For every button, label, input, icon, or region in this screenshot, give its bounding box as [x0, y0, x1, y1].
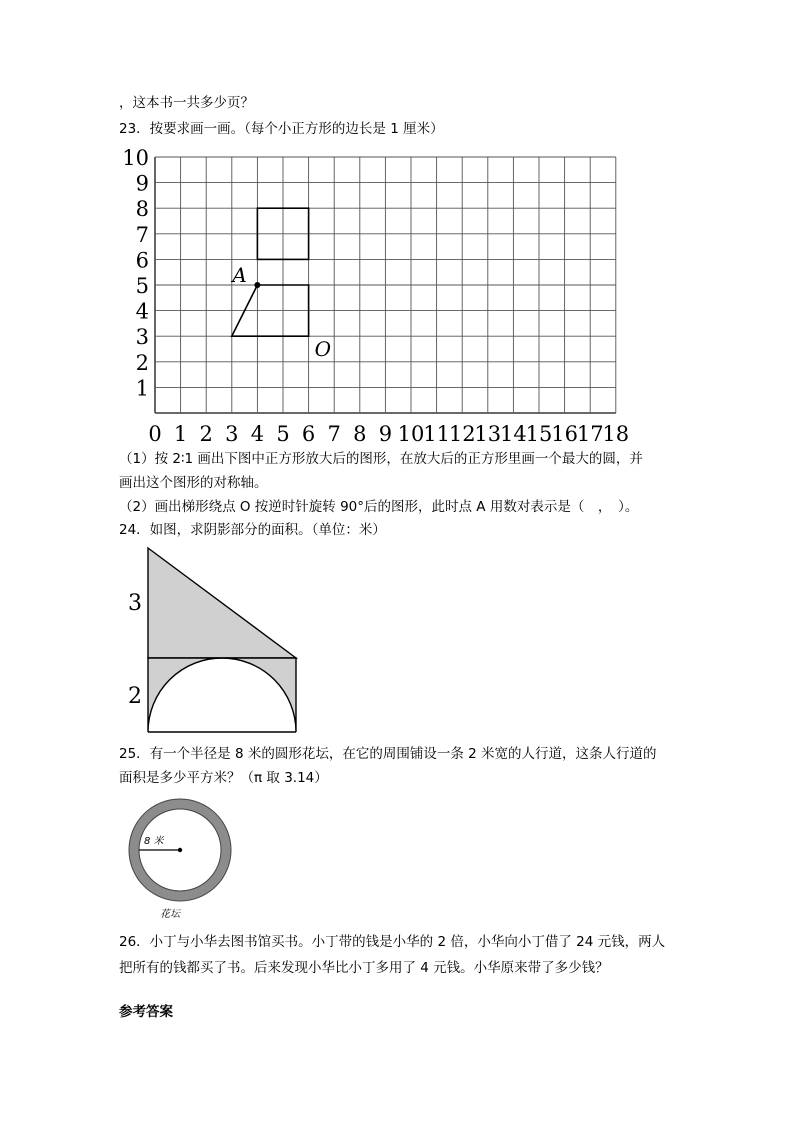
shaded-triangle [148, 548, 296, 658]
x-tick-label: 0 [148, 422, 162, 446]
figure-24 [118, 540, 308, 740]
y-tick-label: 7 [135, 222, 149, 247]
x-tick-label: 17 [576, 422, 604, 446]
y-tick-label: 2 [135, 350, 149, 375]
question-23: 23．按要求画一画。（每个小正方形的边长是 1 厘米） [119, 121, 444, 137]
x-tick-label: 7 [327, 422, 341, 446]
x-tick-label: 16 [551, 422, 578, 446]
text-continuation: ，这本书一共多少页？ [119, 95, 254, 111]
x-tick-label: 12 [448, 422, 476, 446]
point-o-label: O [314, 337, 332, 362]
x-tick-label: 3 [225, 422, 239, 446]
x-tick-label: 8 [353, 422, 367, 446]
x-tick-label: 11 [423, 422, 450, 446]
label-2: 2 [128, 684, 142, 709]
y-tick-label: 1 [135, 376, 149, 401]
question-26-cont: 把所有的钱都买了书。后来发现小华比小丁多用了 4 元钱。小华原来带了多少钱？ [119, 960, 609, 976]
question-23-part1: （1）按 2∶1 画出下图中正方形放大后的图形，在放大后的正方形里画一个最大的圆，并 [119, 451, 643, 467]
x-tick-label: 5 [276, 422, 290, 446]
question-23-part1-cont: 画出这个图形的对称轴。 [119, 475, 268, 491]
point-a-label: A [232, 263, 247, 287]
x-tick-label: 18 [602, 422, 630, 446]
y-tick-label: 10 [122, 146, 149, 170]
y-tick-label: 6 [135, 248, 149, 273]
point-a-dot [254, 282, 260, 288]
x-tick-label: 1 [173, 422, 188, 446]
radius-label: 8 米 [144, 836, 164, 847]
x-tick-label: 2 [199, 422, 213, 446]
question-25: 25．有一个半径是 8 米的圆形花坛，在它的周围铺设一条 2 米宽的人行道，这条人行道的 [119, 746, 657, 762]
x-tick-label: 10 [397, 422, 425, 446]
label-3: 3 [128, 591, 142, 616]
flowerbed-caption: 花坛 [160, 909, 180, 920]
x-tick-label: 4 [250, 422, 265, 446]
shaded-corners [148, 658, 296, 732]
y-tick-label: 3 [135, 325, 149, 350]
x-tick-label: 9 [378, 422, 393, 446]
x-tick-label: 14 [500, 422, 527, 446]
y-tick-label: 4 [135, 299, 149, 324]
x-tick-label: 6 [301, 422, 316, 446]
x-tick-label: 13 [474, 422, 502, 446]
coordinate-grid [0, 0, 794, 460]
question-25-cont: 面积是多少平方米？（π 取 3.14） [119, 770, 328, 786]
y-tick-label: 8 [135, 197, 149, 222]
y-tick-label: 9 [135, 171, 149, 196]
question-24: 24．如图，求阴影部分的面积。（单位：米） [119, 522, 386, 538]
answers-heading: 参考答案 [119, 1004, 173, 1020]
question-26: 26．小丁与小华去图书馆买书。小丁带的钱是小华的 2 倍，小华向小丁借了 24 元钱，两人 [119, 934, 666, 950]
question-23-part2: （2）画出梯形绕点 O 按逆时针旋转 90°后的图形，此时点 A 用数对表示是（ ， ）。 [119, 499, 639, 515]
x-tick-label: 15 [525, 422, 553, 446]
figure-25 [122, 793, 247, 923]
y-tick-label: 5 [135, 274, 149, 298]
